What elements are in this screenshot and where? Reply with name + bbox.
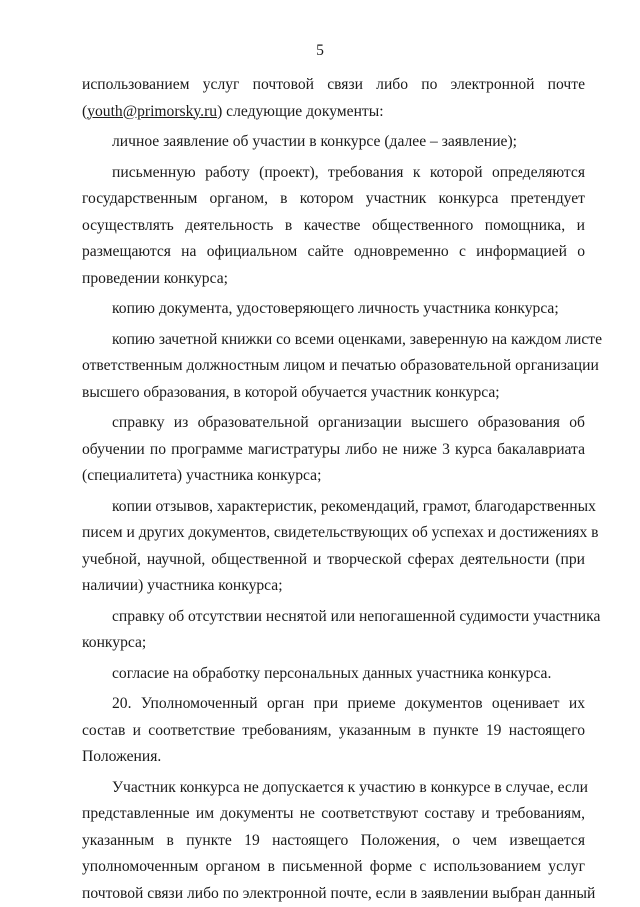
text-line: (специалитета) участника конкурса;	[82, 463, 585, 490]
text-line: уполномоченным органом в письменной форме с использованием услуг	[82, 854, 585, 881]
paragraph	[82, 129, 585, 156]
text-line: обучении по программе магистратуры либо не ниже 3 курса бакалавриата	[82, 437, 585, 464]
text-line: копию документа, удостоверяющего личность участника конкурса;	[82, 296, 585, 323]
text-line: почтовой связи либо по электронной почте, если в заявлении выбран данный	[82, 881, 585, 907]
text-line: писем и других документов, свидетельствующих об успехах и достижениях в	[82, 520, 585, 547]
paragraph	[82, 494, 585, 600]
text-line: государственным органом, в котором участник конкурса претендует	[82, 186, 585, 213]
text-line: конкурса;	[82, 630, 585, 657]
text-line: Положения.	[82, 744, 585, 771]
text-line: письменную работу (проект), требования к которой определяются	[82, 160, 585, 187]
paragraph	[82, 691, 585, 771]
page-number: 5	[0, 42, 640, 60]
paragraph	[82, 160, 585, 293]
text-fragment: ) следующие документы:	[217, 103, 384, 120]
paragraph	[82, 661, 585, 688]
text-line: 20. Уполномоченный орган при приеме документов оценивает их	[82, 691, 585, 718]
text-line: личное заявление об участии в конкурсе (далее – заявление);	[82, 129, 585, 156]
text-line: проведении конкурса;	[82, 266, 585, 293]
email-link[interactable]: youth@primorsky.ru	[87, 103, 217, 120]
text-line: копию зачетной книжки со всеми оценками, заверенную на каждом листе	[82, 327, 585, 354]
text-line: указанным в пункте 19 настоящего Положения, о чем извещается	[82, 828, 585, 855]
paragraph	[82, 604, 585, 657]
text-line	[82, 99, 585, 126]
text-line: высшего образования, в которой обучается участник конкурса;	[82, 380, 585, 407]
document-body	[82, 72, 585, 907]
text-line: копии отзывов, характеристик, рекомендаций, грамот, благодарственных	[82, 494, 585, 521]
text-line: учебной, научной, общественной и творческой сферах деятельности (при	[82, 547, 585, 574]
text-line: согласие на обработку персональных данных участника конкурса.	[82, 661, 585, 688]
text-fragment: (	[82, 103, 87, 120]
text-line: справку об отсутствии неснятой или непогашенной судимости участника	[82, 604, 585, 631]
text-line: справку из образовательной организации высшего образования об	[82, 410, 585, 437]
paragraph	[82, 72, 585, 125]
paragraph	[82, 327, 585, 407]
text-line: представленные им документы не соответствуют составу и требованиям,	[82, 801, 585, 828]
paragraph	[82, 296, 585, 323]
text-line: Участник конкурса не допускается к участию в конкурсе в случае, если	[82, 775, 585, 802]
text-line: ответственным должностным лицом и печатью образовательной организации	[82, 353, 585, 380]
text-line: использованием услуг почтовой связи либо по электронной почте	[82, 72, 585, 99]
text-line: наличии) участника конкурса;	[82, 573, 585, 600]
paragraph	[82, 410, 585, 490]
text-line: состав и соответствие требованиям, указанным в пункте 19 настоящего	[82, 718, 585, 745]
text-line: осуществлять деятельность в качестве общественного помощника, и	[82, 213, 585, 240]
text-line: размещаются на официальном сайте одновременно с информацией о	[82, 239, 585, 266]
paragraph	[82, 775, 585, 907]
